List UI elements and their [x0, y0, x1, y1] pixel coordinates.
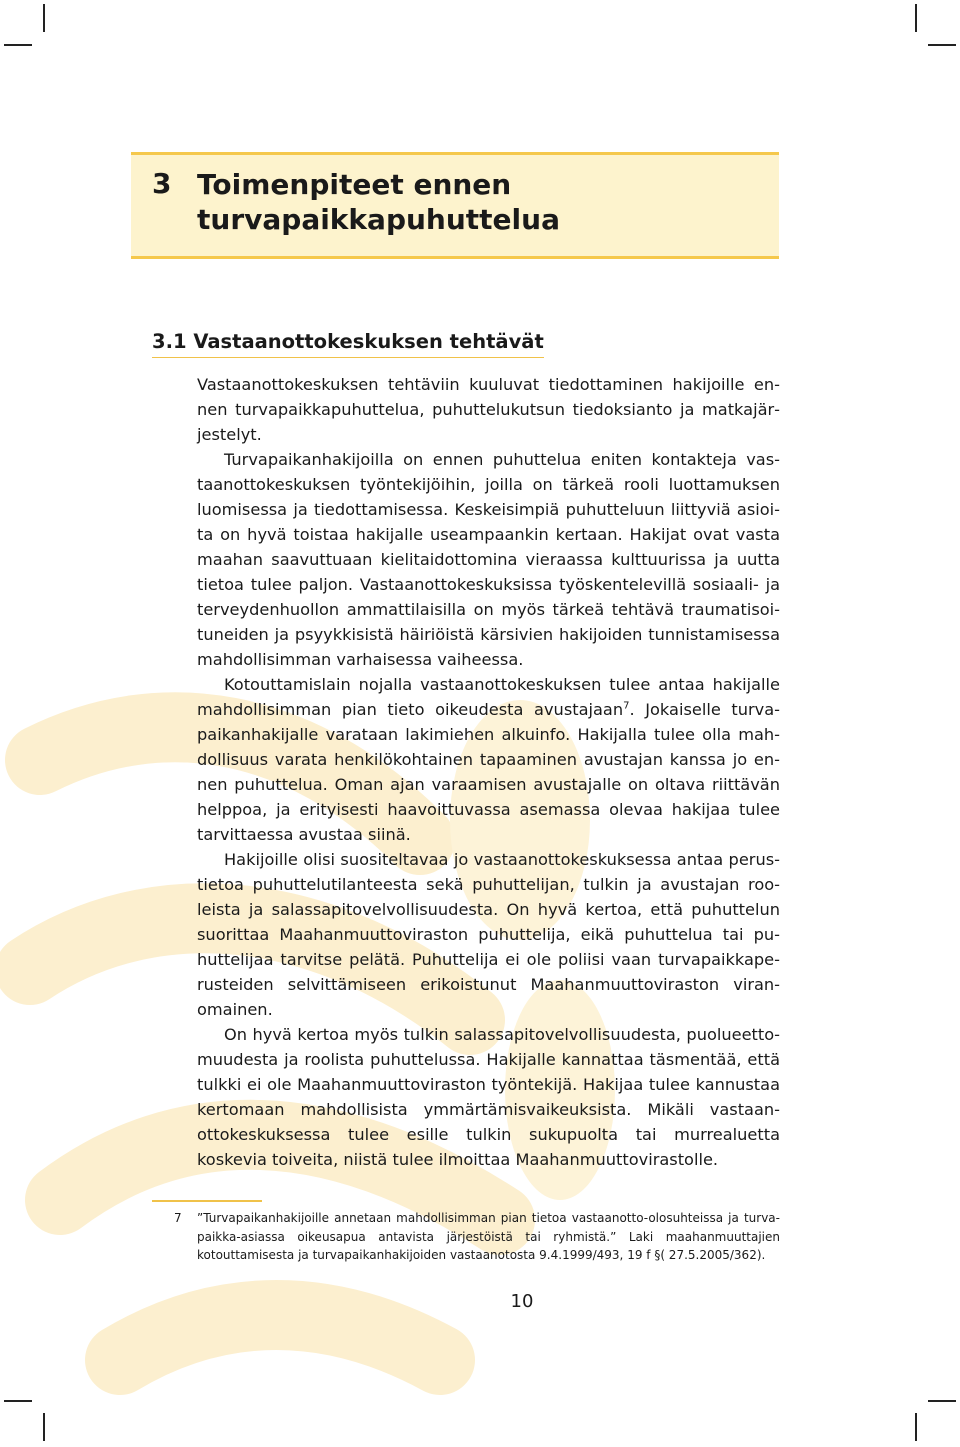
section-heading: 3.1 Vastaanottokeskuksen tehtävät	[152, 330, 544, 358]
paragraph-3-end: . Jokaiselle turvapaikanhakijalle varataan lakimiehen alkuinfo. Hakijalla tulee olla mahdollisuus varata henkilökohtainen tapaaminen avustajan kanssa jo ennen puhuttelua. Oman ajan varaamisen avustajalle on oltava riittävän helppoa, ja erityisesti haavoittuvassa asemassa olevaa hakijaa tulee tarvittaessa avustaa siinä.	[197, 700, 780, 844]
paragraph-3-start: Kotouttamislain nojalla vastaanottokeskuksen tulee antaa hakijalle mahdollisimman pian tieto oikeudesta avustajaan	[197, 675, 780, 719]
paragraph-1: Vastaanottokeskuksen tehtäviin kuuluvat tiedottaminen hakijoille ennen turvapaikkapuhuttelua, puhuttelukutsun tiedoksianto ja matkajärjestelyt.	[197, 375, 780, 444]
footnote-number: 7	[174, 1211, 182, 1225]
paragraph-4: Hakijoille olisi suositeltavaa jo vastaanottokeskuksessa antaa perustietoa puhuttelutilanteesta sekä puhuttelijan, tulkin ja avustajan rooleista ja salassapitovelvollisuudesta. On hyvä kertoa, että puhuttelun suorittaa Maahanmuuttoviraston puhuttelija, eikä puhuttelua tai puhuttelijaa tarvitse pelätä. Puhuttelija ei ole poliisi vaan turvapaikkaperusteiden selvittämiseen erikoistunut Maahanmuuttoviraston viranomainen.	[197, 850, 780, 1019]
chapter-number: 3	[152, 167, 172, 200]
crop-mark-bottom-left-h	[4, 1400, 32, 1402]
footnote-reference[interactable]: 7	[623, 700, 630, 712]
crop-mark-bottom-right-h	[928, 1400, 956, 1402]
body-text	[197, 372, 780, 1172]
paragraph-3	[197, 672, 780, 847]
page-number: 10	[510, 1291, 534, 1312]
crop-mark-bottom-left-v	[43, 1413, 45, 1441]
crop-mark-top-left-h	[4, 44, 32, 46]
crop-mark-top-right-h	[928, 44, 956, 46]
crop-mark-bottom-right-v	[915, 1413, 917, 1441]
paragraph-2: Turvapaikanhakijoilla on ennen puhuttelua eniten kontakteja vastaanottokeskuksen työntekijöihin, joilla on tärkeä rooli luottamuksen luomisessa ja tiedottamisessa. Keskeisimpiä puhutteluun liittyviä asioita on hyvä toistaa hakijalle useampaankin kertaan. Hakijat ovat vasta maahan saavuttuaan kielitaidottomina vieraassa kulttuurissa ja uutta tietoa tulee paljon. Vastaanottokeskuksissa työskentelevillä sosiaali- ja terveydenhuollon ammattilaisilla on myös tärkeä tehtävä traumatisoituneiden ja psyykkisistä häiriöistä kärsivien hakijoiden tunnistamisessa mahdollisimman varhaisessa vaiheessa.	[197, 450, 780, 669]
crop-mark-top-left-v	[43, 4, 45, 32]
crop-mark-top-right-v	[915, 4, 917, 32]
footnote-divider	[152, 1200, 262, 1202]
chapter-title: Toimenpiteet ennen turvapaikkapuhuttelua	[197, 168, 560, 236]
footnote-text: ”Turvapaikanhakijoille annetaan mahdollisimman pian tietoa vastaanotto-olosuhteissa ja turvapaikka-asiassa oikeusapua antavista järjestöistä tai ryhmistä.” Laki maahanmuuttajien kotouttamisesta ja turvapaikanhakijoiden vastaanotosta 9.4.1999/493, 19 f §( 27.5.2005/362).	[197, 1211, 780, 1262]
paragraph-5: On hyvä kertoa myös tulkin salassapitovelvollisuudesta, puolueettomuudesta ja roolista puhuttelussa. Hakijalle kannattaa täsmentää, että tulkki ei ole Maahanmuuttoviraston työntekijä. Hakijaa tulee kannustaa kertomaan mahdollisista ymmärtämisvaikeuksista. Mikäli vastaanottokeskuksessa tulee esille tulkin sukupuolta tai murrealuetta koskevia toiveita, niistä tulee ilmoittaa Maahanmuuttovirastolle.	[197, 1025, 780, 1169]
